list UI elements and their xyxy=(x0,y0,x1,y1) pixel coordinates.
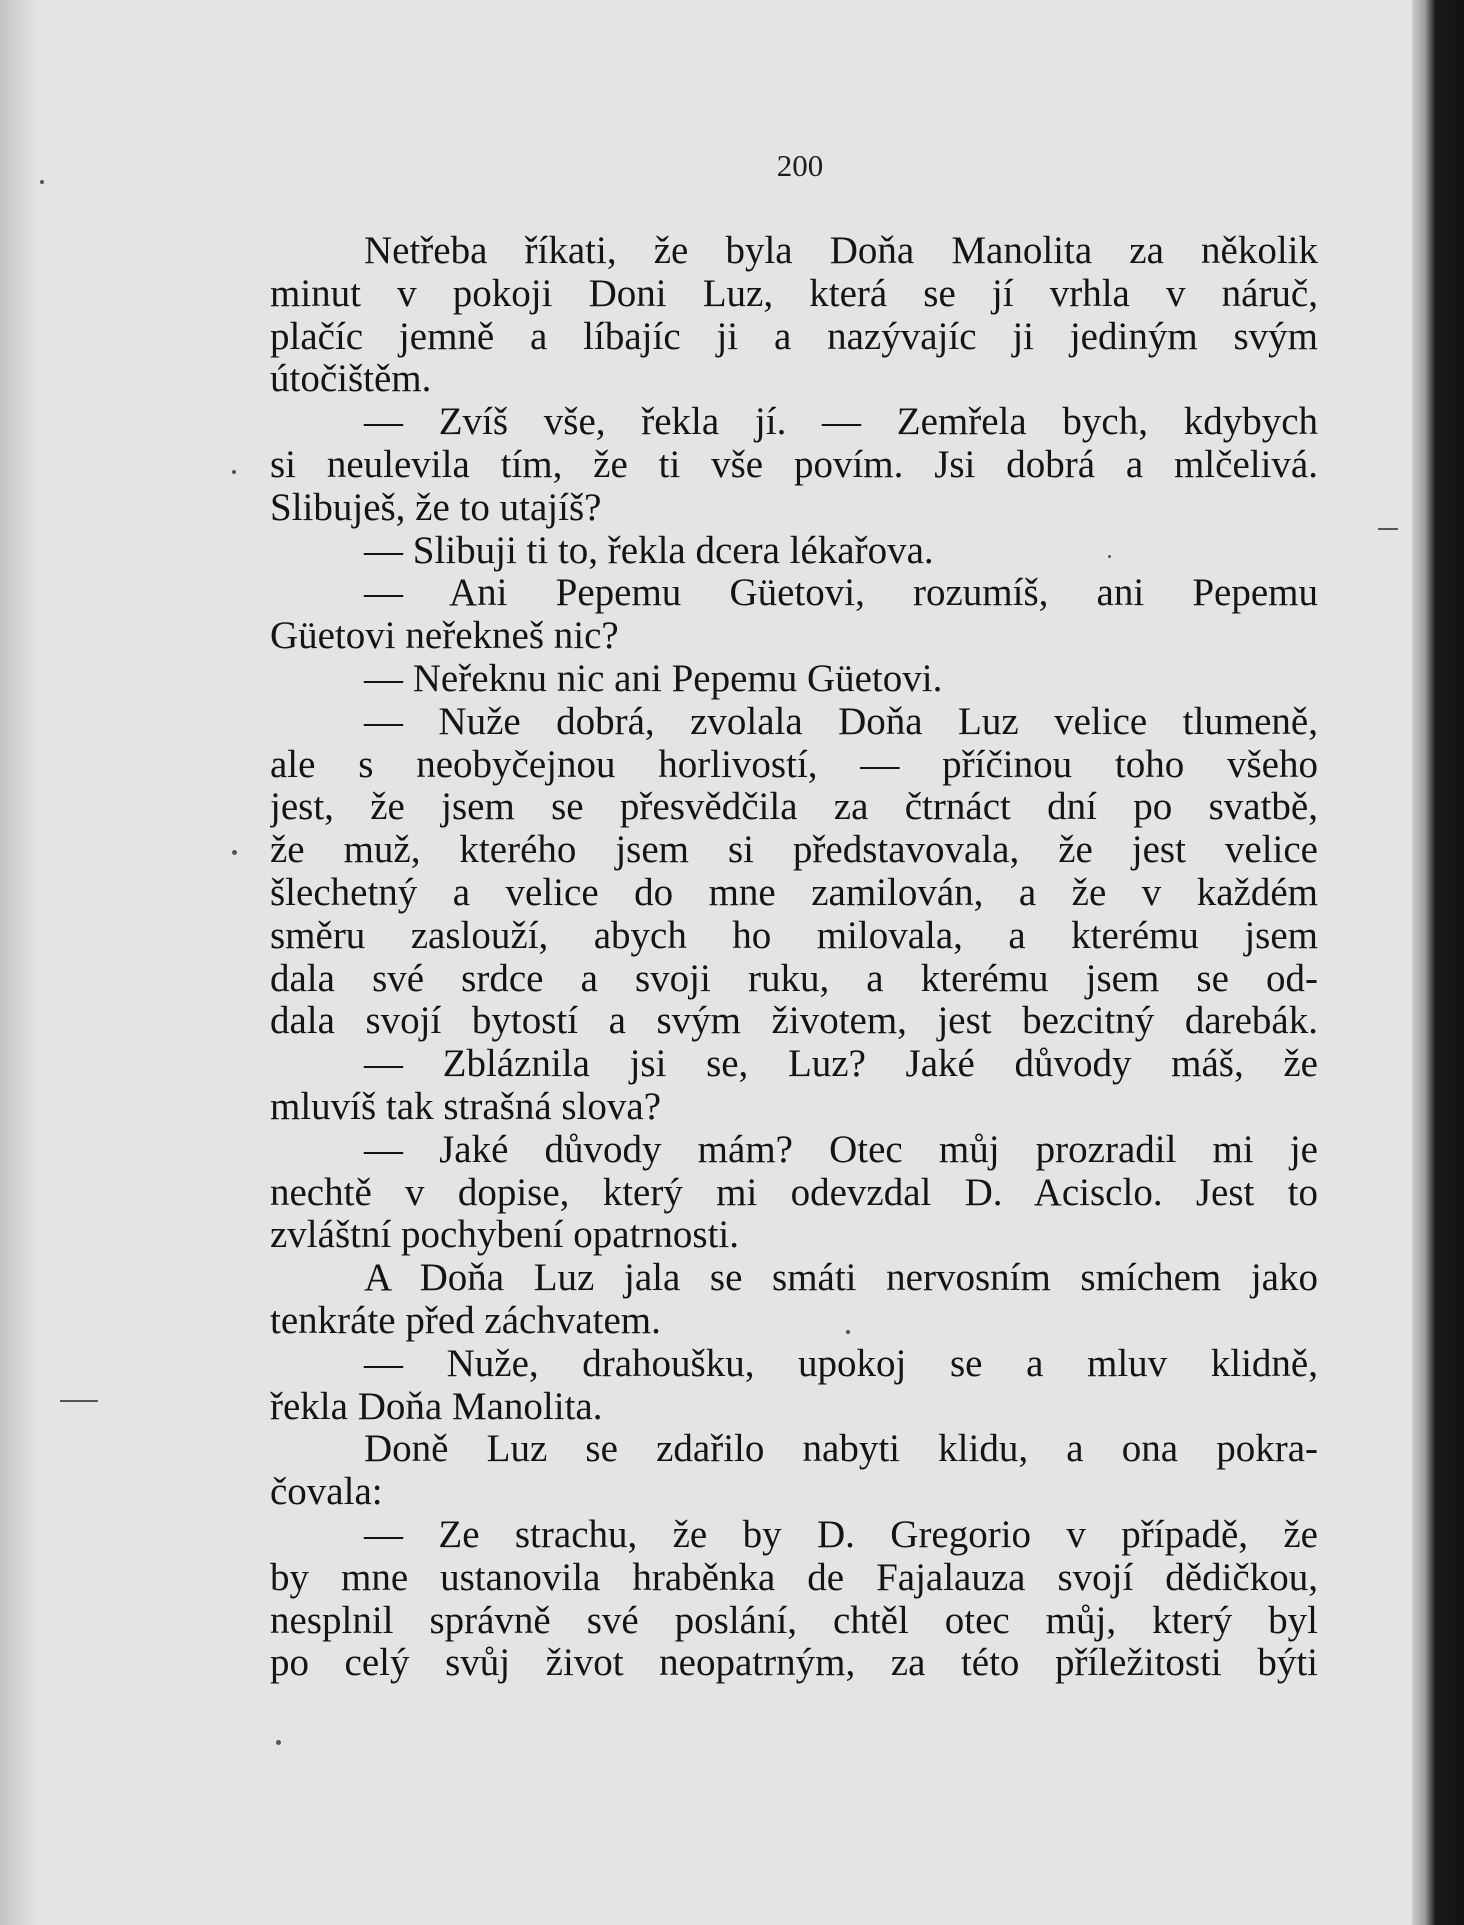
text-line: — Ze strachu, že by D. Gregorio v případě, že xyxy=(364,1513,1318,1556)
page-right-edge xyxy=(1412,0,1464,1925)
text-line: čovala: xyxy=(270,1471,383,1514)
text-line: minut v pokoji Doni Luz, která se jí vrhla v náruč, xyxy=(270,272,1318,315)
text-line: — Nuže dobrá, zvolala Doňa Luz velice tlumeně, xyxy=(364,700,1318,743)
text-line: — Ani Pepemu Güetovi, rozumíš, ani Pepemu xyxy=(364,572,1318,615)
text-line: — Slibuji ti to, řekla dcera lékařova. xyxy=(364,529,934,572)
page-body-text xyxy=(270,230,1318,1685)
text-line: Slibuješ, že to utajíš? xyxy=(270,486,602,529)
text-line: tenkráte před záchvatem. xyxy=(270,1299,661,1342)
text-line: si neulevila tím, že ti vše povím. Jsi dobrá a mlčelivá. xyxy=(270,443,1318,486)
text-line: Netřeba říkati, že byla Doňa Manolita za několik xyxy=(364,230,1318,272)
print-speck xyxy=(846,1330,850,1334)
text-line: — Zvíš vše, řekla jí. — Zemřela bych, kdybych xyxy=(364,401,1318,444)
text-line: mluvíš tak strašná slova? xyxy=(270,1085,662,1128)
text-line: Doně Luz se zdařilo nabyti klidu, a ona pokra- xyxy=(364,1428,1318,1471)
text-line: útočištěm. xyxy=(270,358,432,401)
print-speck xyxy=(276,1740,281,1745)
text-line: zvláštní pochybení opatrnosti. xyxy=(270,1214,739,1257)
text-line: že muž, kterého jsem si představovala, že jest velice xyxy=(270,829,1318,872)
text-line: směru zaslouží, abych ho milovala, a kterému jsem xyxy=(270,914,1318,957)
page-number: 200 xyxy=(776,148,824,183)
print-speck xyxy=(40,180,44,184)
print-speck xyxy=(232,850,237,855)
text-line: — Zbláznila jsi se, Luz? Jaké důvody máš, že xyxy=(364,1043,1318,1086)
text-line: dala své srdce a svoji ruku, a kterému jsem se od- xyxy=(270,957,1318,1000)
text-line: A Doňa Luz jala se smáti nervosním smíchem jako xyxy=(364,1257,1318,1300)
text-line: nechtě v dopise, který mi odevzdal D. Acisclo. Jest to xyxy=(270,1171,1318,1214)
text-line: by mne ustanovila hraběnka de Fajalauza svojí dědičkou, xyxy=(270,1556,1318,1599)
text-line: Güetovi neřekneš nic? xyxy=(270,615,619,658)
text-line: ale s neobyčejnou horlivostí, — příčinou toho všeho xyxy=(270,743,1318,786)
text-line: dala svojí bytostí a svým životem, jest bezcitný darebák. xyxy=(270,1000,1318,1043)
text-line: jest, že jsem se přesvědčila za čtrnáct dní po svatbě, xyxy=(270,786,1318,829)
page-left-shadow xyxy=(0,0,40,1925)
text-line: řekla Doňa Manolita. xyxy=(270,1385,603,1428)
margin-mark xyxy=(1378,528,1398,530)
print-speck xyxy=(1108,555,1111,558)
text-line: plačíc jemně a líbajíc ji a nazývajíc ji jediným svým xyxy=(270,315,1318,358)
text-line: — Jaké důvody mám? Otec můj prozradil mi je xyxy=(364,1128,1318,1171)
text-line: — Neřeknu nic ani Pepemu Güetovi. xyxy=(364,657,943,700)
text-line: po celý svůj život neopatrným, za této příležitosti býti xyxy=(270,1642,1318,1685)
text-line: — Nuže, drahoušku, upokoj se a mluv klidně, xyxy=(364,1342,1318,1385)
text-line: šlechetný a velice do mne zamilován, a že v každém xyxy=(270,871,1318,914)
text-line: nesplnil správně své poslání, chtěl otec můj, který byl xyxy=(270,1599,1318,1642)
margin-mark xyxy=(60,1400,98,1402)
print-speck xyxy=(232,470,236,474)
